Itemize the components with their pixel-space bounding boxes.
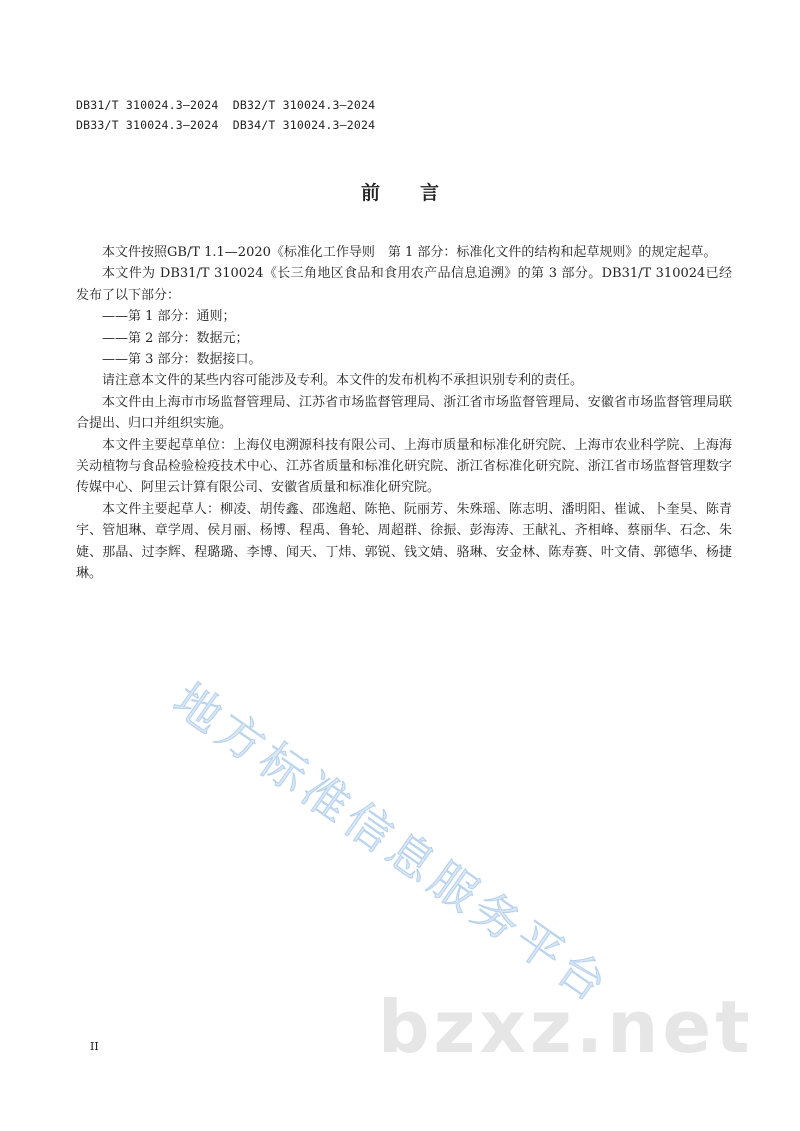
list-item: ——第 3 部分：数据接口。 [102, 352, 262, 368]
page-number: II [90, 1040, 99, 1053]
paragraph-drafting-units: 本文件主要起草单位：上海仪电溯源科技有限公司、上海市质量和标准化研究院、上海市农业科学院、上海海关动植物与食品检验检疫技术中心、江苏省质量和标准化研究院、浙江省标准化研究院、浙江省市场监督管理数字传媒中心、阿里云计算有限公司、安徽省质量和标准化研究院。 [76, 437, 732, 496]
list-item: ——第 1 部分：通则； [102, 309, 236, 325]
paragraph-document-part: 本文件为 DB31/T 310024《长三角地区食品和食用农产品信息追溯》的第 3 部分。DB31/T 310024已经发布了以下部分： [76, 266, 732, 303]
paragraph-patent-notice: 请注意本文件的某些内容可能涉及专利。本文件的发布机构不承担识别专利的责任。 [102, 373, 584, 389]
paragraph-drafters: 本文件主要起草人：柳凌、胡传鑫、邵逸超、陈艳、阮丽芳、朱殊瑶、陈志明、潘明阳、崔诚、卜奎昊、陈青宇、管旭琳、章学周、侯月丽、杨博、程禹、鲁轮、周超群、徐振、彭海涛、王献礼、齐相峰、蔡丽华、石念、朱婕、那晶、过李辉、程璐璐、李博、闻天、丁炜、郭锐、钱文婧、骆琳、安金林、陈寿赛、叶文倩、郭德华、杨捷琳。 [76, 501, 732, 582]
watermark-site: bzxz.net [378, 985, 754, 1069]
page-title: 前言 [360, 182, 479, 204]
standard-codes-header [76, 95, 375, 135]
standard-codes-line-2: DB33/T 310024.3—2024 DB34/T 310024.3—2024 [76, 118, 376, 132]
list-item: ——第 2 部分：数据元； [102, 330, 249, 346]
standard-codes-line-1: DB31/T 310024.3—2024 DB32/T 310024.3—2024 [76, 98, 376, 112]
watermark-platform: 地方标准信息服务平台 [163, 672, 621, 1015]
paragraph-drafting-rules: 本文件按照GB/T 1.1—2020《标准化工作导则 第 1 部分：标准化文件的结构和起草规则》的规定起草。 [102, 245, 717, 260]
paragraph-proposers: 本文件由上海市市场监督管理局、江苏省市场监督管理局、浙江省市场监督管理局、安徽省市场监督管理局联合提出、归口并组织实施。 [76, 394, 732, 432]
foreword-body [76, 242, 732, 585]
